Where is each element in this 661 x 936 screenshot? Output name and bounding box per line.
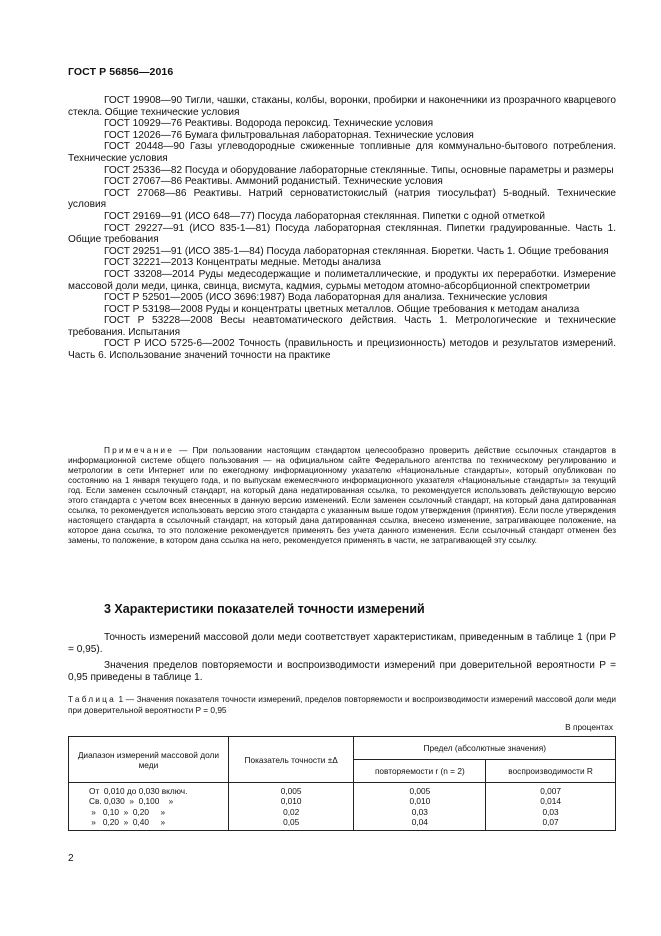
cell-reproducibility: 0,03 (486, 807, 616, 817)
header-repeatability: повторяемости r (n = 2) (354, 760, 486, 783)
page-header: ГОСТ Р 56856—2016 (68, 66, 174, 78)
section-heading: 3 Характеристики показателей точности измерений (104, 602, 425, 616)
reference-item: ГОСТ 27068—86 Реактивы. Натрий серноватистокислый (натрия тиосульфат) 5-водный. Технические условия (68, 187, 616, 211)
table-row (69, 807, 616, 817)
cell-repeatability: 0,005 (354, 783, 486, 797)
cell-accuracy: 0,02 (228, 807, 354, 817)
cell-range: » 0,10 » 0,20 » (69, 807, 229, 817)
cell-range: » 0,20 » 0,40 » (69, 817, 229, 830)
cell-range: Св. 0,030 » 0,100 » (69, 796, 229, 806)
cell-accuracy: 0,05 (228, 817, 354, 830)
cell-accuracy: 0,005 (228, 783, 354, 797)
cell-reproducibility: 0,07 (486, 817, 616, 830)
table-row (69, 817, 616, 830)
reference-item: ГОСТ 29227—91 (ИСО 835-1—81) Посуда лабораторная стеклянная. Пипетки градуированные. Часть 1. Общие требования (68, 222, 616, 246)
reference-item: ГОСТ 33208—2014 Руды медесодержащие и полиметаллические, и продукты их переработки. Измерение массовой доли меди, цинка, свинца, висмута, кадмия, сурьмы методом атомно-абсорбционной спектрометрии (68, 268, 616, 292)
reference-item: ГОСТ 29169—91 (ИСО 648—77) Посуда лабораторная стеклянная. Пипетки с одной отметкой (104, 210, 545, 222)
reference-item: ГОСТ 19908—90 Тигли, чашки, стаканы, колбы, воронки, пробирки и наконечники из прозрачного кварцевого стекла. Общие технические условия (68, 95, 616, 118)
reference-item: ГОСТ 29251—91 (ИСО 385-1—84) Посуда лабораторная стеклянная. Бюретки. Часть 1. Общие требования (104, 245, 609, 257)
reference-item: ГОСТ 32221—2013 Концентраты медные. Методы анализа (104, 257, 381, 269)
body-paragraph: Значения пределов повторяемости и воспроизводимости измерений при доверительной вероятности P = 0,95 приведены в таблице 1. (68, 660, 616, 683)
cell-reproducibility: 0,014 (486, 796, 616, 806)
cell-range: От 0,010 до 0,030 включ. (69, 783, 229, 797)
header-reproducibility: воспроизводимости R (486, 760, 616, 783)
cell-accuracy: 0,010 (228, 796, 354, 806)
cell-repeatability: 0,010 (354, 796, 486, 806)
header-accuracy: Показатель точности ±Δ (228, 737, 354, 783)
note-text: — При пользовании настоящим стандартом целесообразно проверить действие ссылочных стандартов в информационной системе общего пользования — на официальном сайте Федерального агентства по техническому регулированию и метрологии в сети Интернет или по ежегодному информационному указателю «Национальные стандарты», который опубликован по состоянию на 1 января текущего года, и по выпускам ежемесячного информационного указателя «Национальные стандарты» за текущий год. Если заменен ссылочный стандарт, на который дана недатированная ссылка, то рекомендуется использовать действующую версию этого стандарта с учетом всех внесенных в данную версию изменений. Если заменен ссылочный стандарт, на который дана датированная ссылка, то рекомендуется использовать версию этого стандарта с указанным выше годом утверждения (принятия). Если после утверждения настоящего стандарта в ссылочный стандарт, на который дана датированная ссылка, внесено изменение, затрагивающее положение, на которое дана ссылка, то это положение рекомендуется применять без учета данного изменения. Если ссылочный стандарт отменен без замены, то положение, в котором дана ссылка на него, рекомендуется применять в части, не затрагивающей эту ссылку. (68, 445, 616, 545)
note-paragraph (68, 445, 616, 545)
accuracy-table (68, 736, 616, 831)
table-units: В процентах (565, 722, 613, 732)
table-label: Таблица (68, 694, 116, 704)
reference-item: ГОСТ Р ИСО 5725-6—2002 Точность (правильность и прецизионность) методов и результатов измерений. Часть 6. Использование значений точности на практике (68, 338, 616, 362)
note-label: Примечание (104, 445, 175, 455)
body-paragraph: Точность измерений массовой доли меди соответствует характеристикам, приведенным в таблице 1 (при P = 0,95). (68, 632, 616, 655)
table-caption-text: 1 — Значения показателя точности измерений, пределов повторяемости и воспроизводимости измерений массовой доли меди при доверительной вероятности P = 0,95 (68, 694, 616, 715)
normative-references (68, 95, 616, 362)
reference-item: ГОСТ Р 53228—2008 Весы неавтоматического действия. Часть 1. Метрологические и технические требования. Испытания (68, 315, 616, 338)
reference-item: ГОСТ 27067—86 Реактивы. Аммоний роданистый. Технические условия (104, 176, 443, 188)
reference-item: ГОСТ 10929—76 Реактивы. Водорода пероксид. Технические условия (104, 118, 434, 130)
table-row (69, 796, 616, 806)
reference-item: ГОСТ Р 52501—2005 (ИСО 3696:1987) Вода лабораторная для анализа. Технические условия (104, 292, 548, 304)
page-number: 2 (68, 853, 74, 864)
table-caption (68, 694, 616, 715)
cell-reproducibility: 0,007 (486, 783, 616, 797)
reference-item: ГОСТ 12026—76 Бумага фильтровальная лабораторная. Технические условия (104, 129, 474, 141)
cell-repeatability: 0,04 (354, 817, 486, 830)
reference-item: ГОСТ Р 53198—2008 Руды и концентраты цветных металлов. Общие требования к методам анализа (104, 303, 580, 315)
header-limit: Предел (абсолютные значения) (354, 737, 616, 760)
reference-item: ГОСТ 25336—82 Посуда и оборудование лабораторные стеклянные. Типы, основные параметры и размеры (104, 164, 614, 176)
cell-repeatability: 0,03 (354, 807, 486, 817)
header-range: Диапазон измерений массовой доли меди (69, 737, 229, 783)
reference-item: ГОСТ 20448—90 Газы углеводородные сжиженные топливные для коммунально-бытового потребления. Технические условия (68, 141, 616, 164)
table-row (69, 783, 616, 797)
